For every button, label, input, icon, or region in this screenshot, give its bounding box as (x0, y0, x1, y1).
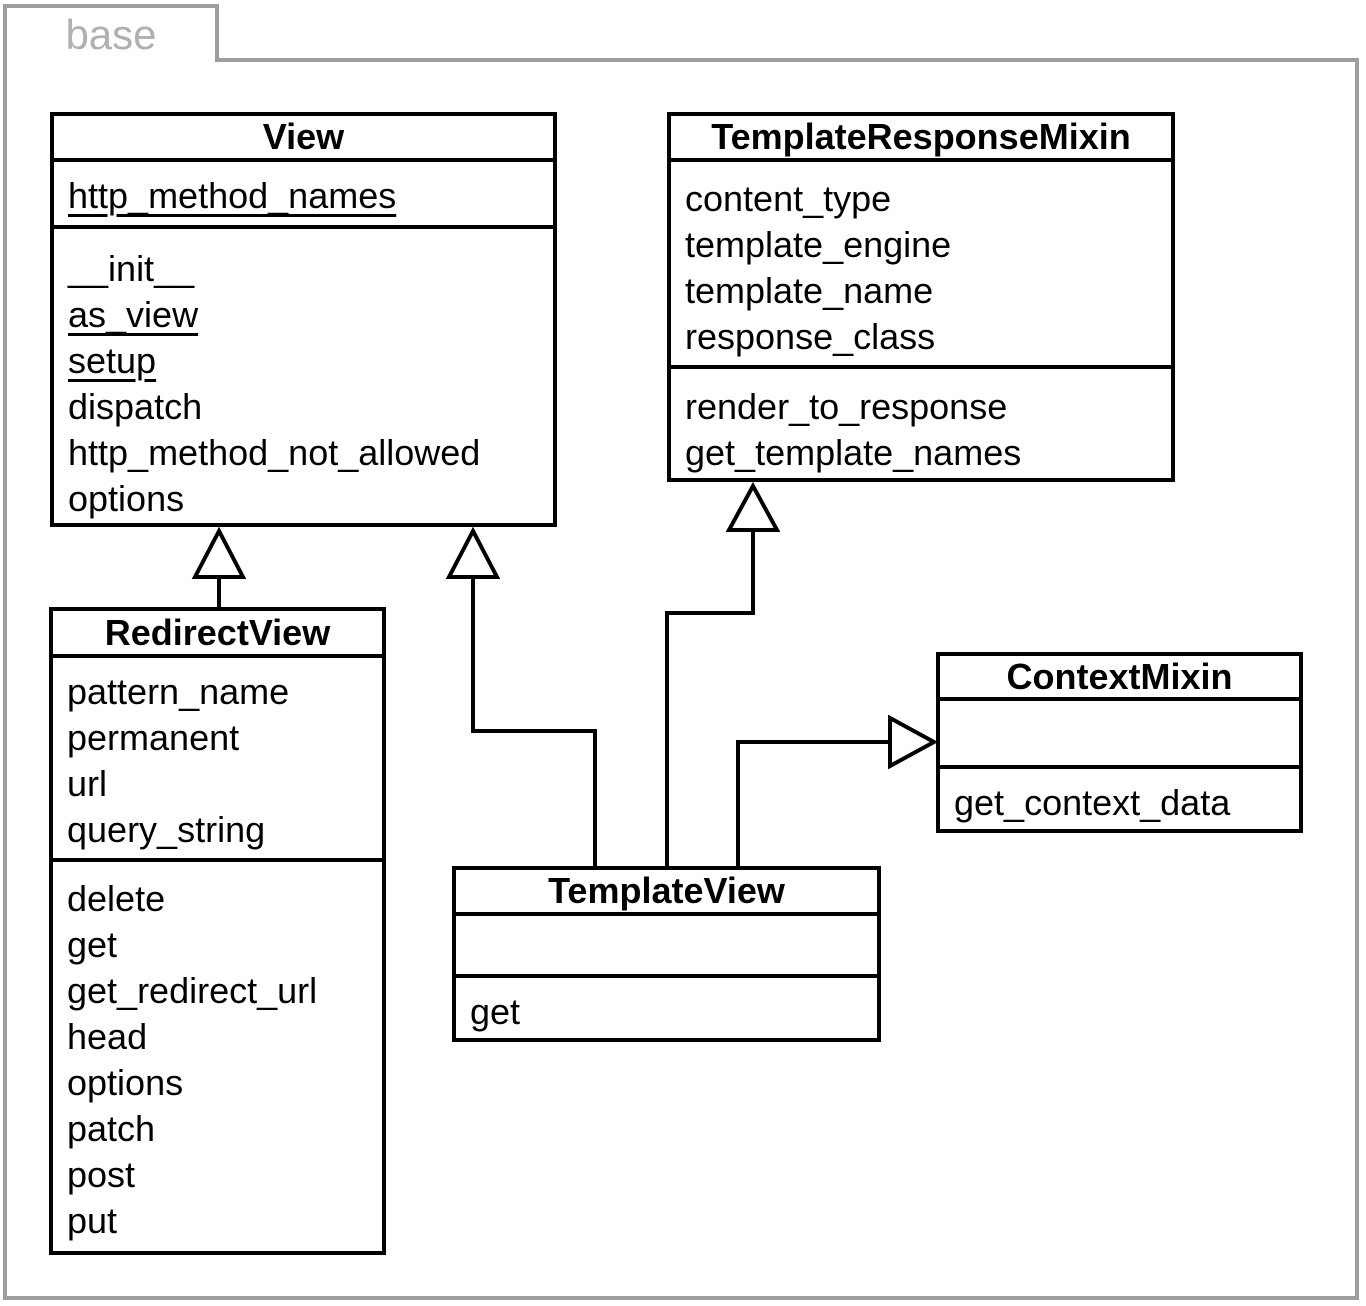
class-box-redirectview (49, 607, 386, 1255)
method: as_view (68, 294, 199, 335)
attributes-compartment (53, 658, 382, 862)
class-box-templateresponsemixin (667, 112, 1175, 482)
method: delete (67, 878, 166, 919)
methods-compartment (671, 369, 1171, 478)
method: get (470, 991, 521, 1032)
class-title: ContextMixin (940, 656, 1299, 701)
package-tab (3, 4, 219, 62)
attribute: template_engine (685, 224, 952, 265)
attribute: query_string (67, 809, 266, 850)
attributes-compartment-empty (940, 701, 1299, 769)
method: options (67, 1062, 184, 1103)
package-name: base (65, 11, 157, 58)
class-title: TemplateResponseMixin (671, 116, 1171, 162)
method: get_template_names (685, 432, 1022, 473)
method: post (67, 1154, 136, 1195)
class-title: TemplateView (456, 870, 877, 916)
methods-compartment (940, 769, 1299, 829)
method: get_context_data (954, 782, 1231, 823)
method: setup (68, 340, 157, 381)
attributes-compartment-empty (456, 916, 877, 978)
attributes-compartment (54, 162, 553, 229)
class-box-view (50, 112, 557, 527)
attribute: url (67, 763, 108, 804)
methods-compartment (456, 978, 877, 1038)
method: dispatch (68, 386, 203, 427)
methods-compartment (53, 862, 382, 1251)
class-box-contextmixin (936, 652, 1303, 833)
method: put (67, 1200, 118, 1241)
attribute: response_class (685, 316, 936, 357)
method: get_redirect_url (67, 970, 318, 1011)
attribute: content_type (685, 178, 892, 219)
attribute: template_name (685, 270, 934, 311)
class-title: View (54, 116, 553, 162)
method: http_method_not_allowed (68, 432, 481, 473)
method: get (67, 924, 118, 965)
attributes-compartment (671, 162, 1171, 369)
method: patch (67, 1108, 156, 1149)
method: render_to_response (685, 386, 1008, 427)
method: __init__ (68, 248, 195, 289)
class-box-templateview (452, 866, 881, 1042)
attribute: http_method_names (68, 175, 397, 216)
method: head (67, 1016, 148, 1057)
class-title: RedirectView (53, 611, 382, 658)
methods-compartment (54, 229, 553, 523)
attribute: pattern_name (67, 671, 290, 712)
attribute: permanent (67, 717, 240, 758)
method: options (68, 478, 185, 519)
